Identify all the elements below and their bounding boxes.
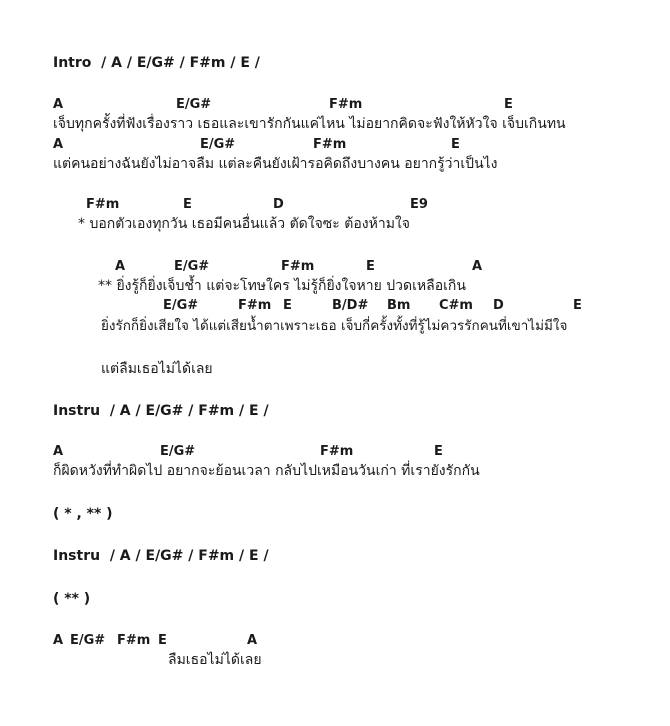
chord: E xyxy=(504,97,513,112)
lyric-line: ก็ผิดหวังที่ทำผิดไป อยากจะย้อนเวลา กลับไปเหมือนวันเก่า ที่เรายังรักกัน xyxy=(53,463,480,479)
chord: A xyxy=(53,633,64,648)
instrumental-line: Instru / A / E/G# / F#m / E / xyxy=(53,403,269,419)
chord: F#m xyxy=(86,197,120,212)
chord: E/G# xyxy=(200,137,236,152)
chord: E/G# xyxy=(160,444,196,459)
chord: F#m xyxy=(329,97,363,112)
lyric-line: * บอกตัวเองทุกวัน เธอมีคนอื่นแล้ว ตัดใจซะ ต้องห้ามใจ xyxy=(78,216,410,232)
chord: F#m xyxy=(281,259,315,274)
chord: E xyxy=(573,298,582,313)
chord: A xyxy=(53,97,64,112)
chord: E xyxy=(158,633,167,648)
repeat-marker: ( * , ** ) xyxy=(53,506,113,522)
lyric-line: ** ยิ่งรู้ก็ยิ่งเจ็บช้ำ แต่จะโทษใคร ไม่รู้ก็ยิ่งใจหาย ปวดเหลือเกิน xyxy=(98,278,466,294)
chord: D xyxy=(493,298,504,313)
chord: F#m xyxy=(117,633,151,648)
chord: E xyxy=(434,444,443,459)
chord: E/G# xyxy=(174,259,210,274)
lyric-line: แต่คนอย่างฉันยังไม่อาจลืม แต่ละคืนยังเฝ้ารอคิดถึงบางคน อยากรู้ว่าเป็นไง xyxy=(53,156,498,172)
chord: Bm xyxy=(387,298,411,313)
chord: A xyxy=(115,259,126,274)
chord: E xyxy=(283,298,292,313)
chord: D xyxy=(273,197,284,212)
chord: F#m xyxy=(238,298,272,313)
chord: B/D# xyxy=(332,298,369,313)
chord: A xyxy=(53,137,64,152)
chord: C#m xyxy=(439,298,473,313)
chord: E9 xyxy=(410,197,428,212)
intro-line: Intro / A / E/G# / F#m / E / xyxy=(53,55,260,71)
chord: E/G# xyxy=(176,97,212,112)
chord: A xyxy=(53,444,64,459)
chord: F#m xyxy=(313,137,347,152)
lyric-line: เจ็บทุกครั้งที่ฟังเรื่องราว เธอและเขารักกันแค่ไหน ไม่อยากคิดจะฟังให้หัวใจ เจ็บเกินทน xyxy=(53,116,566,132)
chord: E/G# xyxy=(163,298,199,313)
lyric-line: ลืมเธอไม่ได้เลย xyxy=(168,652,262,668)
chord: F#m xyxy=(320,444,354,459)
lyric-line: ยิ่งรักก็ยิ่งเสียใจ ได้แต่เสียน้ำตาเพราะเธอ เจ็บกี่ครั้งทั้งที่รู้ไม่ควรรักคนที่เขาไม่มีใจ xyxy=(101,318,568,334)
chord: E xyxy=(366,259,375,274)
chord: E xyxy=(451,137,460,152)
chord: E xyxy=(183,197,192,212)
instrumental-line: Instru / A / E/G# / F#m / E / xyxy=(53,548,269,564)
chord: A xyxy=(472,259,483,274)
chord: E/G# xyxy=(70,633,106,648)
lyric-line: แต่ลืมเธอไม่ได้เลย xyxy=(101,361,213,377)
repeat-marker: ( ** ) xyxy=(53,591,91,607)
chord: A xyxy=(247,633,258,648)
